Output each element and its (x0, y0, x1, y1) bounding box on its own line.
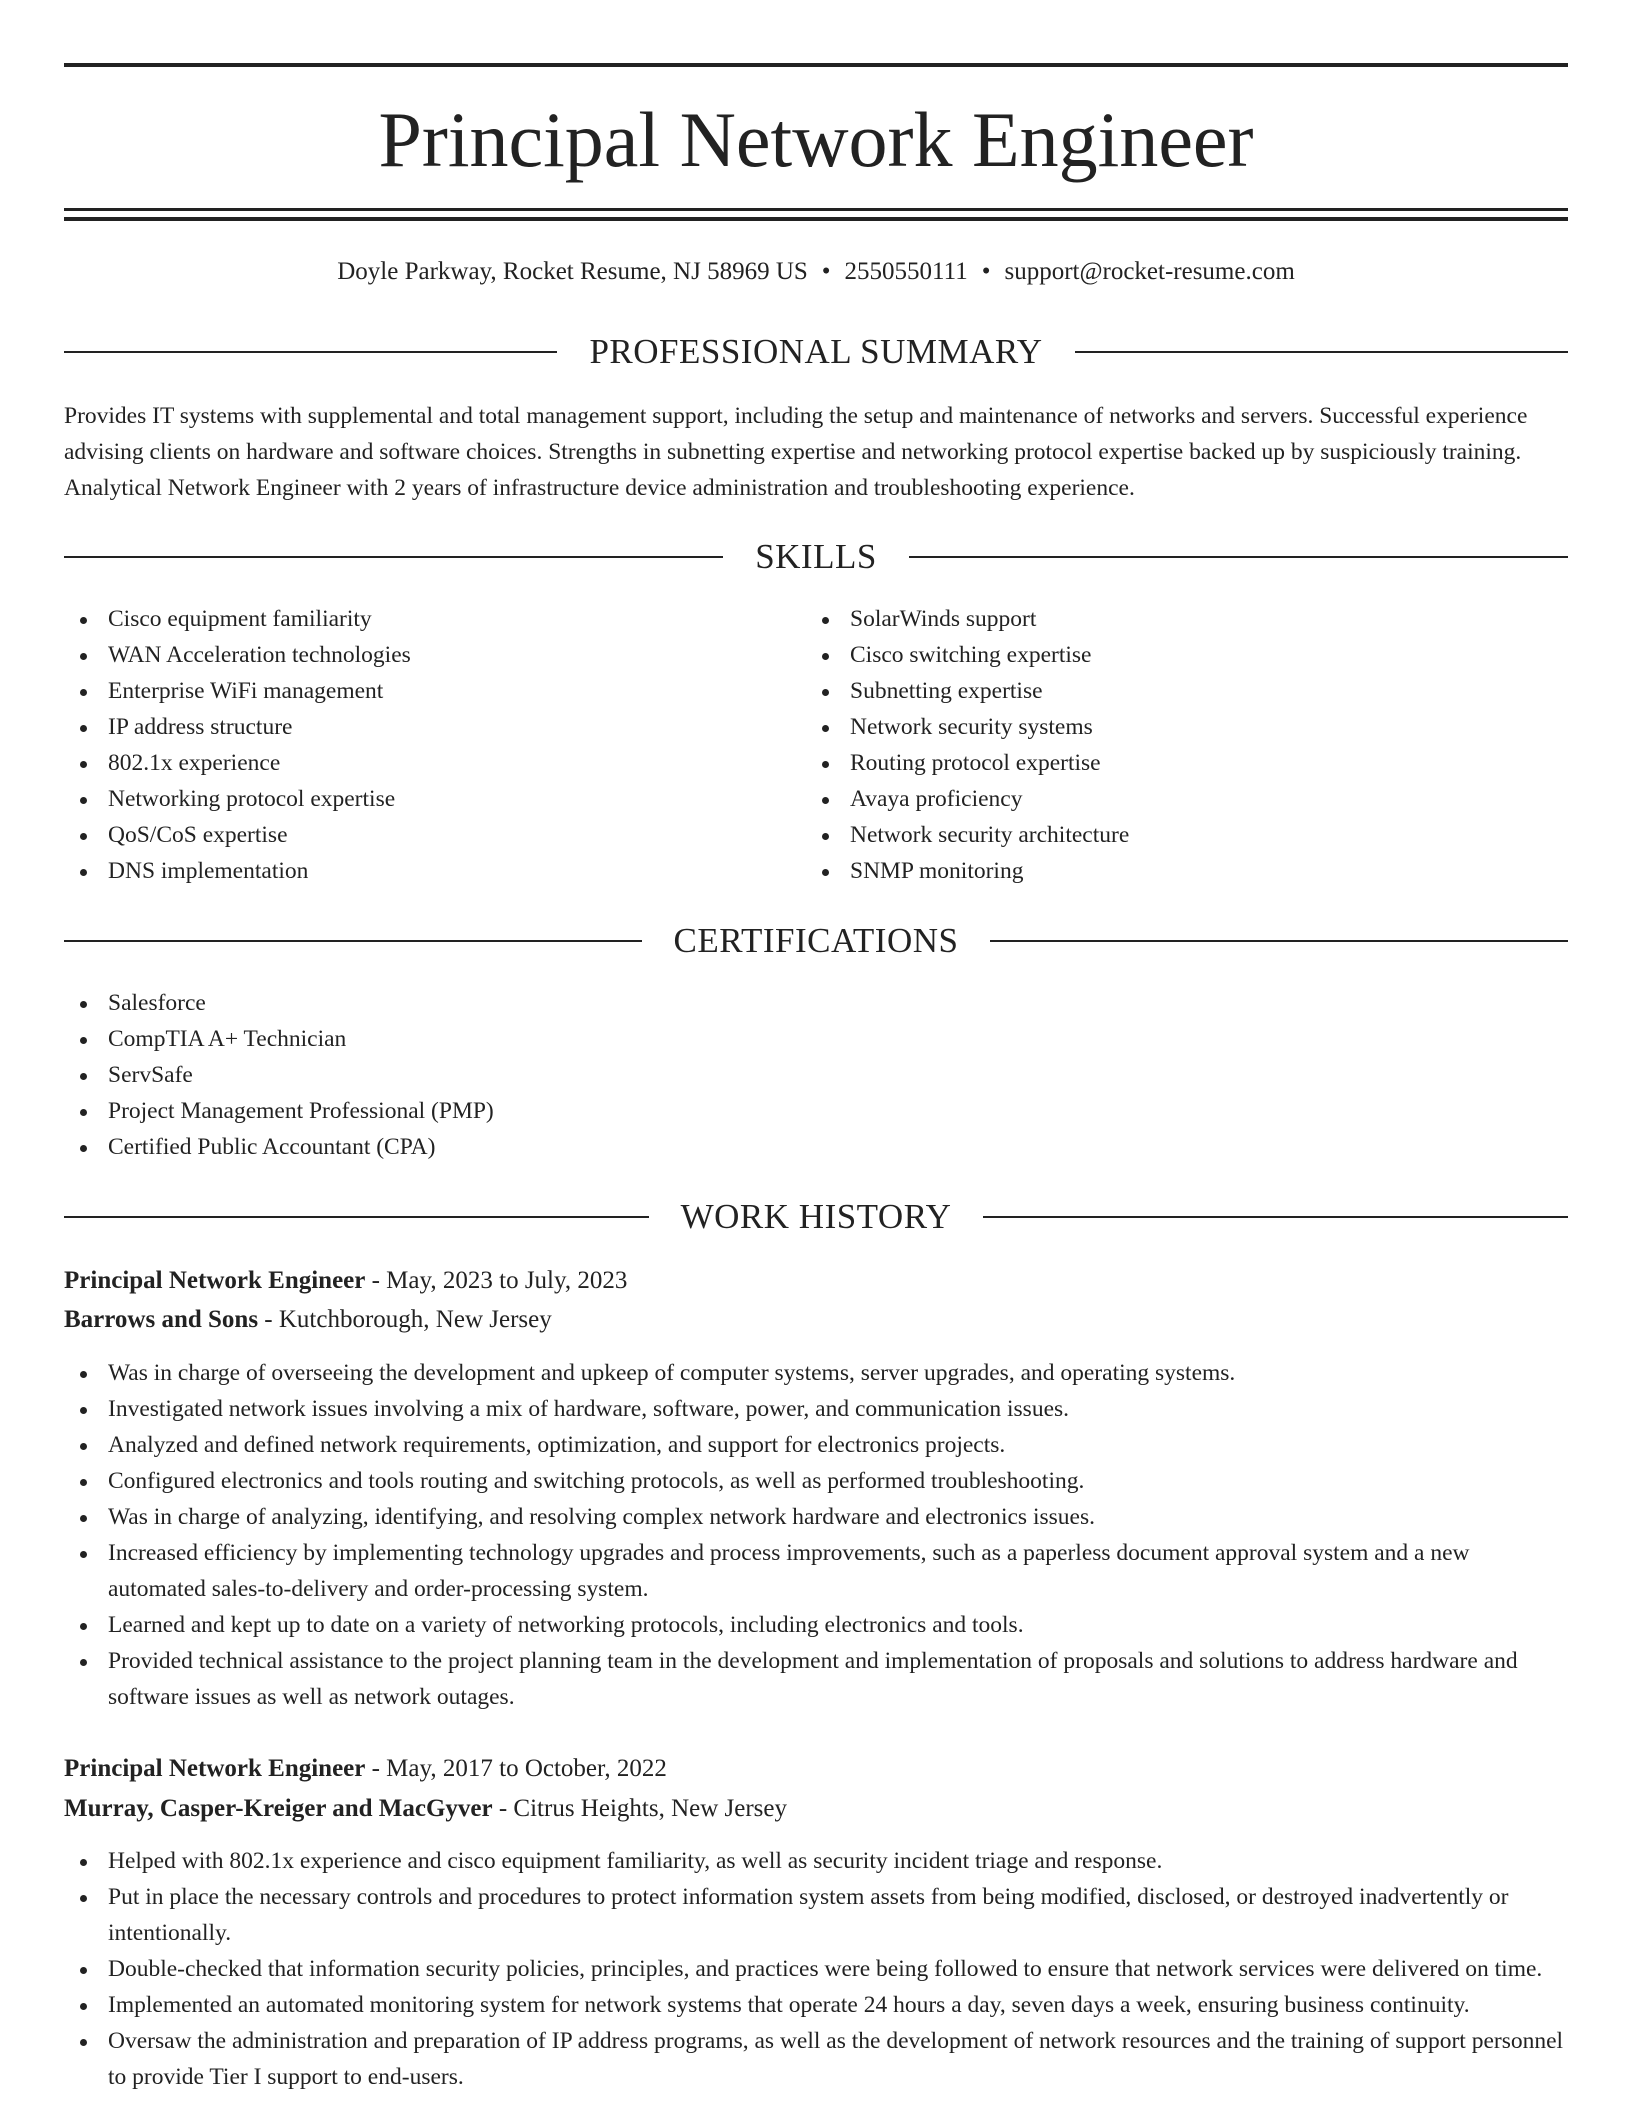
certifications-heading (64, 918, 1568, 964)
header-double-rule (64, 208, 1568, 221)
work-history-heading (64, 1194, 1568, 1240)
job-bullet: Was in charge of analyzing, identifying, and resolving complex network hardware and electronics issues. (64, 1499, 1568, 1535)
skill-item: Network security architecture (806, 817, 1566, 853)
job-bullet: Was in charge of overseeing the development and upkeep of computer systems, server upgrades, and operating systems. (64, 1355, 1568, 1391)
job-title-line (64, 1261, 1568, 1301)
job-title-line (64, 1749, 1568, 1789)
page-title: Principal Network Engineer (378, 96, 1254, 183)
skill-item: Cisco switching expertise (806, 637, 1566, 673)
skills-list-right (806, 601, 1566, 889)
job-bullet: Analyzed and defined network requirements, optimization, and support for electronics projects. (64, 1427, 1568, 1463)
certification-item: ServSafe (64, 1057, 1568, 1093)
job-bullet: Double-checked that information security policies, principles, and practices were being followed to ensure that network services were delivered on time. (64, 1951, 1568, 1987)
summary-text: Provides IT systems with supplemental and total management support, including the setup and maintenance of networks and servers. Successful experience advising clients on hardware and software choices. Strengths in subnetting expertise and networking protocol expertise backed up by suspiciously training. Analytical Network Engineer with 2 years of infrastructure device administration and troubleshooting experience. (64, 403, 1528, 501)
certifications-heading-label: CERTIFICATIONS (673, 921, 959, 960)
certification-item: CompTIA A+ Technician (64, 1021, 1568, 1057)
contact-address: Doyle Parkway, Rocket Resume, NJ 58969 US (337, 258, 808, 285)
skill-item: Avaya proficiency (806, 781, 1566, 817)
heading-rule-right (983, 1216, 1568, 1218)
job-bullets (64, 1843, 1568, 2095)
job-bullet: Helped with 802.1x experience and cisco equipment familiarity, as well as security incident triage and response. (64, 1843, 1568, 1879)
certification-item: Project Management Professional (PMP) (64, 1093, 1568, 1129)
heading-rule-right (1075, 351, 1568, 353)
skill-item: SNMP monitoring (806, 853, 1566, 889)
certifications-list (64, 985, 1568, 1165)
heading-rule-right (909, 556, 1568, 558)
job-location: - Citrus Heights, New Jersey (492, 1795, 788, 1822)
summary-heading (64, 329, 1568, 375)
job-bullet: Oversaw the administration and preparation of IP address programs, as well as the development of network resources and the training of support personnel to provide Tier I support to end-users. (64, 2023, 1568, 2095)
heading-rule-right (990, 940, 1568, 942)
job-company: Barrows and Sons (64, 1306, 259, 1333)
skill-item: Network security systems (806, 709, 1566, 745)
heading-rule-left (64, 556, 723, 558)
job-bullet: Increased efficiency by implementing technology upgrades and process improvements, such as a paperless document approval system and a new automated sales-to-delivery and order-processing system. (64, 1535, 1568, 1607)
header-top-rule (64, 63, 1568, 67)
skill-item: IP address structure (64, 709, 804, 745)
heading-rule-left (64, 940, 642, 942)
job-dates: - May, 2017 to October, 2022 (365, 1755, 667, 1782)
job-bullet: Learned and kept up to date on a variety of networking protocols, including electronics and tools. (64, 1607, 1568, 1643)
skill-item: Enterprise WiFi management (64, 673, 804, 709)
contact-email: support@rocket-resume.com (1004, 258, 1295, 285)
job-company-line (64, 1300, 1568, 1340)
skills-list-left (64, 601, 804, 889)
skill-item: 802.1x experience (64, 745, 804, 781)
job-bullet: Investigated network issues involving a mix of hardware, software, power, and communication issues. (64, 1391, 1568, 1427)
skill-item: DNS implementation (64, 853, 804, 889)
job-location: - Kutchborough, New Jersey (258, 1306, 552, 1333)
contact-separator: • (981, 258, 991, 285)
job-company: Murray, Casper-Kreiger and MacGyver (64, 1795, 493, 1822)
job-dates: - May, 2023 to July, 2023 (365, 1267, 628, 1294)
skills-heading-label: SKILLS (755, 537, 877, 576)
job-bullet: Put in place the necessary controls and procedures to protect information system assets from being modified, disclosed, or destroyed inadvertently or intentionally. (64, 1879, 1568, 1951)
job-bullets (64, 1355, 1568, 1715)
job-title: Principal Network Engineer (64, 1267, 366, 1294)
contact-separator: • (821, 258, 831, 285)
certification-item: Certified Public Accountant (CPA) (64, 1129, 1568, 1165)
job-company-line (64, 1789, 1568, 1829)
work-history-heading-label: WORK HISTORY (680, 1197, 952, 1236)
skill-item: Subnetting expertise (806, 673, 1566, 709)
contact-line (64, 252, 1568, 292)
job-bullet: Implemented an automated monitoring system for network systems that operate 24 hours a day, seven days a week, ensuring business continuity. (64, 1987, 1568, 2023)
skill-item: Cisco equipment familiarity (64, 601, 804, 637)
job-bullet: Configured electronics and tools routing and switching protocols, as well as performed troubleshooting. (64, 1463, 1568, 1499)
heading-rule-left (64, 1216, 649, 1218)
skill-item: Routing protocol expertise (806, 745, 1566, 781)
job-title: Principal Network Engineer (64, 1755, 366, 1782)
skill-item: WAN Acceleration technologies (64, 637, 804, 673)
skill-item: SolarWinds support (806, 601, 1566, 637)
skills-heading (64, 534, 1568, 580)
skill-item: QoS/CoS expertise (64, 817, 804, 853)
skill-item: Networking protocol expertise (64, 781, 804, 817)
resume-page (64, 0, 1568, 2112)
heading-rule-left (64, 351, 557, 353)
summary-heading-label: PROFESSIONAL SUMMARY (589, 332, 1043, 371)
contact-phone: 2550550111 (844, 258, 968, 285)
job-bullet: Provided technical assistance to the project planning team in the development and implementation of proposals and solutions to address hardware and software issues as well as network outages. (64, 1643, 1568, 1715)
certification-item: Salesforce (64, 985, 1568, 1021)
